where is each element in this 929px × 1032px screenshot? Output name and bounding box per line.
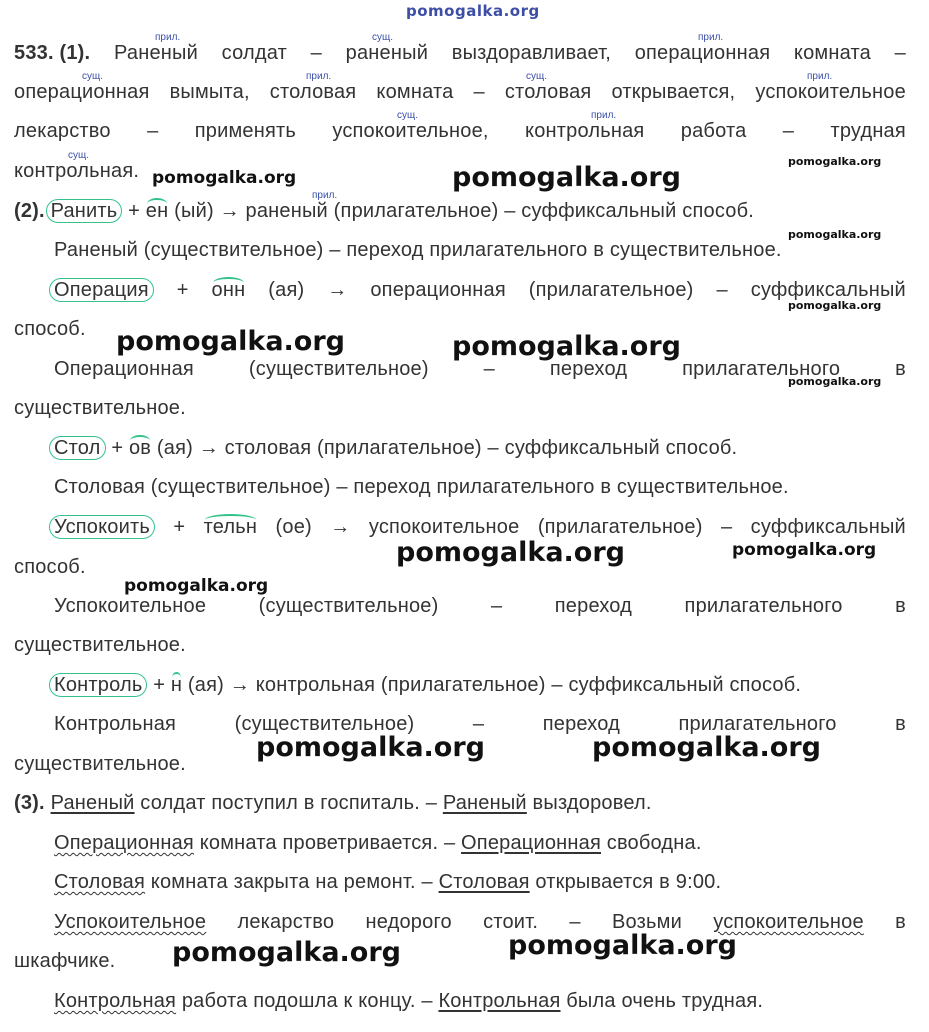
pos-flag: сущ. <box>397 110 419 121</box>
pos-flag: прил. <box>807 71 833 82</box>
watermark: pomogalka.org <box>592 732 821 763</box>
part1-line3: лекарство – применять успокоительное, контрольная работа – трудная <box>14 120 906 142</box>
watermark-top: pomogalka.org <box>406 2 540 20</box>
suffix-mark: ов <box>129 433 151 463</box>
pos-flag: сущ. <box>82 71 104 82</box>
root-word-circled: Операция <box>49 278 154 302</box>
suffix-mark: ен <box>146 196 169 226</box>
watermark: pomogalka.org <box>452 331 681 362</box>
pos-flag: сущ. <box>68 150 90 161</box>
suffix-mark: онн <box>212 275 246 305</box>
part2-row7-cont: способ. <box>14 556 86 578</box>
pos-flag: прил. <box>155 32 181 43</box>
part-label: (3). <box>14 792 45 814</box>
part3-sentence2: Операционная комната проветривается. – Операционная свободна. <box>54 832 702 854</box>
suffix-mark: тельн <box>204 512 258 542</box>
part2-row10: Контрольная (существительное) – переход прилагательного в <box>54 713 906 735</box>
part1-line1: 533. (1). Раненый солдат – раненый выздоравливает, операционная комната – <box>14 42 906 64</box>
part1-line4: контрольная. <box>14 160 140 182</box>
part2-row10-cont: существительное. <box>14 753 186 775</box>
part2-row3: Операция + онн (ая) → операционная (прилагательное) – суффиксальный <box>54 275 906 305</box>
part3-sentence4: Успокоительное лекарство недорого стоит. – Возьми успокоительное в <box>54 911 906 933</box>
part2-row8-cont: существительное. <box>14 634 186 656</box>
part2-row5: Стол + ов (ая) → столовая (прилагательное) – суффиксальный способ. <box>54 433 906 463</box>
watermark: pomogalka.org <box>396 537 625 568</box>
watermark: pomogalka.org <box>788 299 882 312</box>
watermark: pomogalka.org <box>124 576 269 596</box>
part-label: (1). <box>59 42 91 64</box>
part2-row4-cont: существительное. <box>14 397 186 419</box>
part3-sentence3: Столовая комната закрыта на ремонт. – Столовая открывается в 9:00. <box>54 871 722 893</box>
part2-row4: Операционная (существительное) – переход прилагательного в <box>54 358 906 380</box>
part3-sentence5: Контрольная работа подошла к концу. – Контрольная была очень трудная. <box>54 990 764 1012</box>
part3-sentence1: (3). Раненый солдат поступил в госпиталь. – Раненый выздоровел. <box>14 792 652 814</box>
watermark: pomogalka.org <box>788 155 882 168</box>
watermark: pomogalka.org <box>788 228 882 241</box>
part2-row3-cont: способ. <box>14 318 86 340</box>
suffix-mark: н <box>171 670 182 700</box>
part1-line2: операционная вымыта, столовая комната – столовая открывается, успокоительное <box>14 81 906 103</box>
exercise-number: 533. <box>14 42 54 64</box>
watermark: pomogalka.org <box>172 937 401 968</box>
part-label: (2). <box>14 200 45 222</box>
watermark: pomogalka.org <box>152 168 297 188</box>
watermark: pomogalka.org <box>256 732 485 763</box>
pos-flag: прил. <box>312 190 338 201</box>
pos-flag: прил. <box>306 71 332 82</box>
part2-row1: (2). Ранить + ен (ый) → раненый (прилагательное) – суффиксальный способ. <box>14 196 906 226</box>
part3-sentence4-cont: шкафчике. <box>14 950 116 972</box>
root-word-circled: Стол <box>49 436 106 460</box>
part2-row2: Раненый (существительное) – переход прилагательного в существительное. <box>54 239 782 261</box>
pos-flag: сущ. <box>372 32 394 43</box>
pos-flag: прил. <box>591 110 617 121</box>
part2-row8: Успокоительное (существительное) – переход прилагательного в <box>54 595 906 617</box>
part2-row9: Контроль + н (ая) → контрольная (прилагательное) – суффиксальный способ. <box>54 670 906 700</box>
watermark: pomogalka.org <box>116 326 345 357</box>
part2-row6: Столовая (существительное) – переход прилагательного в существительное. <box>54 476 789 498</box>
root-word-circled: Контроль <box>49 673 147 697</box>
watermark: pomogalka.org <box>788 375 882 388</box>
root-word-circled: Ранить <box>46 199 123 223</box>
pos-flag: прил. <box>698 32 724 43</box>
watermark: pomogalka.org <box>508 930 737 961</box>
part2-row7: Успокоить + тельн (ое) → успокоительное (прилагательное) – суффиксальный <box>54 512 906 542</box>
pos-flag: сущ. <box>526 71 548 82</box>
root-word-circled: Успокоить <box>49 515 155 539</box>
watermark: pomogalka.org <box>732 540 877 560</box>
watermark: pomogalka.org <box>452 162 681 193</box>
